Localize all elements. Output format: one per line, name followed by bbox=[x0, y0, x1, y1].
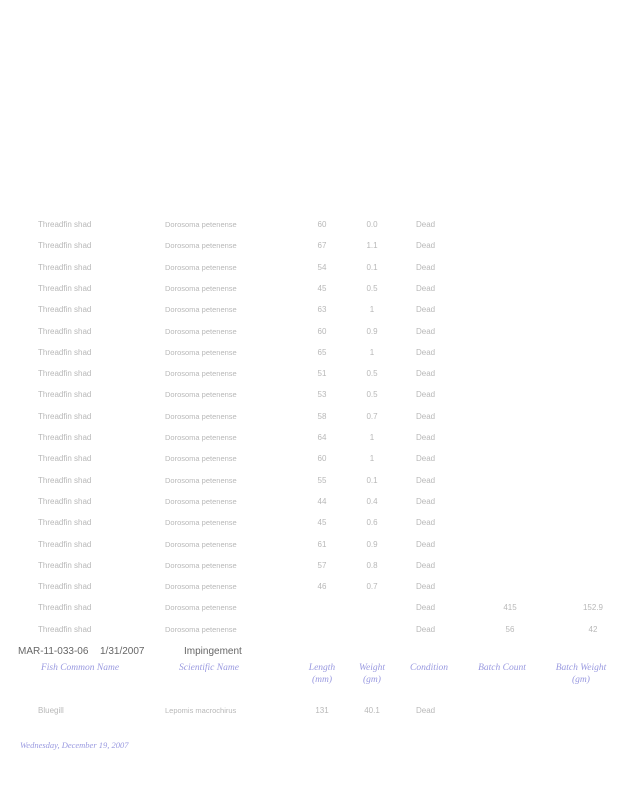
header-common-name: Fish Common Name bbox=[40, 663, 120, 673]
weight-cell: 0.1 bbox=[366, 475, 378, 485]
condition-cell: Dead bbox=[416, 347, 436, 357]
scientific-name-cell: Dorosoma petenense bbox=[165, 326, 237, 336]
common-name-cell: Threadfin shad bbox=[38, 624, 92, 634]
sample-type: Impingement bbox=[184, 646, 242, 657]
footer-date: Wednesday, December 19, 2007 bbox=[20, 740, 129, 750]
common-name-cell: Threadfin shad bbox=[38, 560, 92, 570]
condition-cell: Dead bbox=[416, 560, 436, 570]
table-row bbox=[0, 431, 618, 445]
common-name-cell: Threadfin shad bbox=[38, 283, 92, 293]
weight-cell: 0.7 bbox=[366, 411, 378, 421]
table-row bbox=[0, 495, 618, 509]
common-name-cell: Threadfin shad bbox=[38, 347, 92, 357]
scientific-name-cell: Dorosoma petenense bbox=[165, 518, 237, 528]
weight-cell: 0.4 bbox=[366, 496, 378, 506]
scientific-name-cell: Dorosoma petenense bbox=[165, 305, 237, 315]
length-cell: 45 bbox=[317, 283, 327, 293]
scientific-name-cell: Dorosoma petenense bbox=[165, 582, 237, 592]
weight-cell: 0.5 bbox=[366, 283, 378, 293]
length-cell: 131 bbox=[315, 706, 329, 715]
header-condition: Condition bbox=[409, 663, 448, 673]
table-row bbox=[0, 452, 618, 466]
scientific-name-cell: Dorosoma petenense bbox=[165, 560, 237, 570]
weight-cell: 1.1 bbox=[366, 241, 378, 251]
common-name-cell: Threadfin shad bbox=[38, 241, 92, 251]
condition-cell: Dead bbox=[416, 475, 436, 485]
header-batch-weight: Batch Weight (gm) bbox=[555, 663, 607, 685]
sample-id: MAR-11-033-06 bbox=[18, 646, 89, 657]
length-cell: 61 bbox=[317, 539, 327, 549]
scientific-name-cell: Dorosoma petenense bbox=[165, 475, 237, 485]
header-weight: Weight (gm) bbox=[358, 663, 386, 685]
length-cell: 55 bbox=[317, 475, 327, 485]
weight-cell: 1 bbox=[369, 347, 375, 357]
common-name-cell: Threadfin shad bbox=[38, 220, 92, 229]
scientific-name-cell: Dorosoma petenense bbox=[165, 241, 237, 251]
batch-count-cell: 415 bbox=[503, 603, 517, 613]
condition-cell: Dead bbox=[416, 603, 436, 613]
scientific-name-cell: Dorosoma petenense bbox=[165, 496, 237, 506]
table-row bbox=[0, 239, 618, 253]
common-name-cell: Threadfin shad bbox=[38, 518, 92, 528]
scientific-name-cell: Dorosoma petenense bbox=[165, 454, 237, 464]
common-name-cell: Threadfin shad bbox=[38, 539, 92, 549]
table-row bbox=[0, 559, 618, 573]
table-row bbox=[0, 218, 618, 232]
table-row bbox=[0, 303, 618, 317]
condition-cell: Dead bbox=[416, 369, 436, 379]
condition-cell: Dead bbox=[416, 539, 436, 549]
table-row bbox=[0, 410, 618, 424]
length-cell: 64 bbox=[317, 433, 327, 442]
table-row bbox=[0, 325, 618, 339]
batch-weight-cell: 152.9 bbox=[582, 603, 604, 613]
weight-cell: 0.5 bbox=[366, 369, 378, 379]
condition-cell: Dead bbox=[416, 454, 436, 464]
condition-cell: Dead bbox=[416, 326, 436, 336]
length-cell: 58 bbox=[317, 411, 327, 421]
scientific-name-cell: Dorosoma petenense bbox=[165, 539, 237, 549]
weight-cell: 0.9 bbox=[366, 539, 378, 549]
condition-cell: Dead bbox=[416, 241, 436, 251]
common-name-cell: Threadfin shad bbox=[38, 433, 92, 442]
condition-cell: Dead bbox=[416, 220, 436, 229]
condition-cell: Dead bbox=[416, 582, 436, 592]
weight-cell: 0.8 bbox=[366, 560, 378, 570]
scientific-name-cell: Dorosoma petenense bbox=[165, 433, 237, 442]
table-row bbox=[0, 474, 618, 488]
common-name-cell: Threadfin shad bbox=[38, 411, 92, 421]
condition-cell: Dead bbox=[416, 283, 436, 293]
table-row bbox=[0, 261, 618, 275]
common-name-cell: Threadfin shad bbox=[38, 390, 92, 400]
header-length: Length (mm) bbox=[308, 663, 336, 685]
condition-cell: Dead bbox=[416, 496, 436, 506]
length-cell: 45 bbox=[317, 518, 327, 528]
weight-cell: 1 bbox=[369, 305, 375, 315]
length-cell: 60 bbox=[317, 220, 327, 229]
common-name-cell: Threadfin shad bbox=[38, 369, 92, 379]
weight-cell: 0.1 bbox=[366, 262, 378, 272]
length-cell: 63 bbox=[317, 305, 327, 315]
table-row bbox=[0, 388, 618, 402]
condition-cell: Dead bbox=[416, 518, 436, 528]
table-row bbox=[0, 580, 618, 594]
header-batch-count: Batch Count bbox=[478, 663, 526, 673]
length-cell: 53 bbox=[317, 390, 327, 400]
length-cell: 44 bbox=[317, 496, 327, 506]
scientific-name-cell: Dorosoma petenense bbox=[165, 262, 237, 272]
table-row bbox=[0, 538, 618, 552]
length-cell: 51 bbox=[317, 369, 327, 379]
length-cell: 65 bbox=[317, 347, 327, 357]
scientific-name-cell: Dorosoma petenense bbox=[165, 411, 237, 421]
batch-weight-cell: 42 bbox=[588, 624, 598, 634]
condition-cell: Dead bbox=[416, 433, 436, 442]
table-row bbox=[0, 282, 618, 296]
condition-cell: Dead bbox=[416, 305, 436, 315]
condition-cell: Dead bbox=[416, 411, 436, 421]
condition-cell: Dead bbox=[416, 390, 436, 400]
batch-count-cell: 56 bbox=[505, 624, 515, 634]
column-headers bbox=[0, 662, 618, 692]
length-cell: 46 bbox=[317, 582, 327, 592]
length-cell: 57 bbox=[317, 560, 327, 570]
common-name-cell: Threadfin shad bbox=[38, 603, 92, 613]
weight-cell: 1 bbox=[369, 433, 375, 442]
table-row bbox=[0, 704, 618, 718]
table-row bbox=[0, 623, 618, 637]
common-name-cell: Threadfin shad bbox=[38, 326, 92, 336]
scientific-name-cell: Dorosoma petenense bbox=[165, 347, 237, 357]
weight-cell: 0.0 bbox=[366, 220, 378, 229]
common-name-cell: Bluegill bbox=[38, 706, 64, 715]
scientific-name-cell: Dorosoma petenense bbox=[165, 283, 237, 293]
table-row bbox=[0, 346, 618, 360]
common-name-cell: Threadfin shad bbox=[38, 496, 92, 506]
scientific-name-cell: Dorosoma petenense bbox=[165, 624, 237, 634]
weight-cell: 0.5 bbox=[366, 390, 378, 400]
header-scientific-name: Scientific Name bbox=[179, 663, 239, 673]
common-name-cell: Threadfin shad bbox=[38, 305, 92, 315]
common-name-cell: Threadfin shad bbox=[38, 262, 92, 272]
weight-cell: 40.1 bbox=[364, 706, 380, 715]
table-row bbox=[0, 516, 618, 530]
common-name-cell: Threadfin shad bbox=[38, 454, 92, 464]
length-cell: 54 bbox=[317, 262, 327, 272]
weight-cell: 0.9 bbox=[366, 326, 378, 336]
weight-cell: 0.6 bbox=[366, 518, 378, 528]
scientific-name-cell: Dorosoma petenense bbox=[165, 603, 237, 613]
common-name-cell: Threadfin shad bbox=[38, 582, 92, 592]
table-row bbox=[0, 367, 618, 381]
length-cell: 60 bbox=[317, 454, 327, 464]
scientific-name-cell: Dorosoma petenense bbox=[165, 220, 237, 229]
table-row bbox=[0, 601, 618, 615]
condition-cell: Dead bbox=[416, 262, 436, 272]
scientific-name-cell: Dorosoma petenense bbox=[165, 369, 237, 379]
condition-cell: Dead bbox=[416, 624, 436, 634]
weight-cell: 0.7 bbox=[366, 582, 378, 592]
sample-date: 1/31/2007 bbox=[100, 646, 145, 657]
scientific-name-cell: Dorosoma petenense bbox=[165, 390, 237, 400]
common-name-cell: Threadfin shad bbox=[38, 475, 92, 485]
length-cell: 67 bbox=[317, 241, 327, 251]
length-cell: 60 bbox=[317, 326, 327, 336]
weight-cell: 1 bbox=[369, 454, 375, 464]
scientific-name-cell: Lepomis macrochirus bbox=[165, 706, 237, 715]
condition-cell: Dead bbox=[416, 706, 436, 715]
